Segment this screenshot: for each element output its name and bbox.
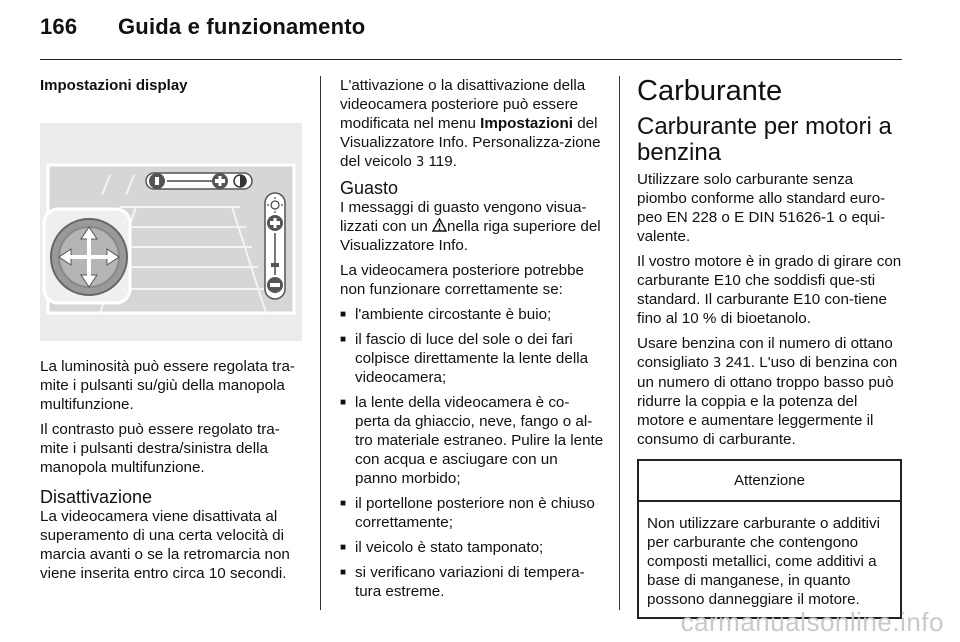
contrast-paragraph: Il contrasto può essere regolato tra-mite i pulsanti destra/sinistra della manopola multifunzione. (40, 421, 280, 476)
page-number: 166 (40, 14, 78, 39)
page-ref-icon: 3 (415, 155, 425, 170)
attention-box (637, 459, 902, 619)
column-1 (40, 76, 302, 589)
column-2 (340, 76, 604, 607)
brightness-paragraph: La luminosità può essere regolata tra-mite i pulsanti su/giù della manopola multifunzione. (40, 358, 295, 413)
watermark: carmanualsonline.info (680, 607, 944, 637)
attention-text: Non utilizzare carburante o additivi per carburante che contengono composti metallici, come additivi a base di manganese, in quanto possono danneggiare il motore. (647, 515, 880, 608)
list-item: ■ il portellone posteriore non è chiuso correttamente; (340, 494, 604, 532)
heading-carburante: Carburante (637, 75, 783, 107)
guasto-paragraph (340, 198, 604, 255)
menu-impostazioni: Impostazioni (480, 115, 573, 132)
display-settings-illustration (40, 123, 302, 341)
column-divider-2 (619, 76, 620, 610)
activation-text-c: 119. (424, 153, 457, 170)
guasto-text-a: I messaggi di guasto vengono visua-lizzati con un (340, 199, 587, 235)
warning-triangle-icon (432, 218, 447, 232)
heading-guasto: Guasto (340, 178, 399, 198)
page-header (40, 14, 365, 40)
list-item: ■ il fascio di luce del sole o dei fari colpisce direttamente la lente della videocamera; (340, 330, 604, 387)
malfunction-list (340, 305, 604, 601)
column-3 (637, 76, 902, 619)
octane-text-b: 241. L'uso di benzina con un numero di ottano troppo basso può ridurre la coppia e la potenza del motore e aumentare leggermente il consumo di carburante. (637, 354, 898, 448)
page-ref-icon: 3 (712, 356, 722, 371)
heading-disattivazione: Disattivazione (40, 487, 153, 507)
heading-benzina: Carburante per motori a benzina (637, 113, 892, 166)
activation-text-a: L'attivazione o la disattivazione della videocamera posteriore può essere modificata nel menu (340, 77, 586, 132)
chapter-title: Guida e funzionamento (118, 14, 366, 39)
list-item: ■ il veicolo è stato tamponato; (340, 538, 604, 557)
header-rule (40, 59, 902, 60)
fuel-paragraph-3 (637, 334, 902, 449)
fuel-paragraph-2: Il vostro motore è in grado di girare con carburante E10 che soddisfi que-sti standard. Il carburante E10 con-tiene fino al 10 % di bioetanolo. (637, 253, 902, 327)
list-item: ■ l'ambiente circostante è buio; (340, 305, 604, 324)
list-item: ■ si verificano variazioni di tempera-tura estreme. (340, 563, 604, 601)
section-title: Impostazioni display (40, 77, 188, 94)
malfunction-intro: La videocamera posteriore potrebbe non funzionare correttamente se: (340, 262, 584, 298)
guasto-text-b: nella riga superiore del Visualizzatore Info. (340, 218, 601, 254)
list-item: ■ la lente della videocamera è co-perta da ghiaccio, neve, fango o al-tro materiale estraneo. Pulire la lente con acqua e asciugare con un panno morbido; (340, 393, 604, 488)
attention-title: Attenzione (639, 461, 900, 502)
activation-paragraph (340, 76, 604, 172)
disattivazione-paragraph: La videocamera viene disattivata al superamento di una certa velocità di marcia avanti o se la retromarcia non viene inserita entro circa 10 secondi. (40, 508, 290, 582)
fuel-paragraph-1: Utilizzare solo carburante senza piombo conforme allo standard euro-peo EN 228 o E DIN 51626-1 o equi-valente. (637, 171, 886, 245)
octane-text-a: Usare benzina con il numero di ottano consigliato (637, 335, 893, 371)
column-divider-1 (320, 76, 321, 610)
activation-text-b: del Visualizzatore Info. Personalizza-zione del veicolo (340, 115, 601, 170)
